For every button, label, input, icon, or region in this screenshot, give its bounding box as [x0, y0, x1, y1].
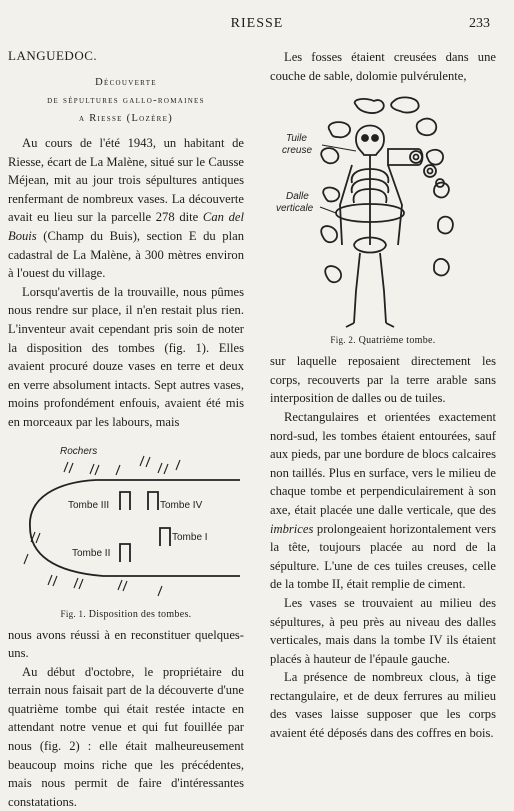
running-title: RIESSE [230, 16, 284, 31]
tomb-III-marker [120, 492, 130, 510]
label-dalle: Dalle [286, 191, 309, 203]
italic-text: Can del Bouis [8, 210, 244, 243]
rock-hatching [24, 456, 180, 596]
paragraph: Au début d'octobre, le propriétaire du terrain nous faisait part de la découverte d'une quatrième tombe qui était restée intacte en attendant notre venue et qui fut fouillée par nous (fig. 2) : elle était malheureusement beaucoup moins riche que les précédentes, mais nous permit de faire d'intéressantes constatations. [8, 664, 244, 809]
paragraph: La présence de nombreux clous, à tige rectangulaire, et de deux ferrures au milieu des vases laisse supposer que les corps avaient été déposés dans des coffres en bois. [270, 670, 496, 741]
label-rochers: Rochers [60, 445, 98, 457]
text-run: (Champ du Buis), section E du plan cadastral de La Malène, à 300 mètres environ à l'ouest du village. [8, 228, 244, 281]
tomb-layout-diagram [8, 442, 244, 607]
paragraph [8, 134, 244, 283]
leader-line [320, 207, 336, 213]
caption-prefix: Fig. 2. [330, 335, 356, 346]
skull-eye [362, 135, 368, 141]
tomb-II-marker [120, 544, 130, 562]
label-verticale: verticale [276, 203, 314, 215]
figure-1-caption [8, 609, 244, 620]
label-tombe-4: Tombe IV [160, 499, 203, 511]
paragraph: Les fosses étaient creusées dans une couche de sable, dolomie pulvérulente, [270, 50, 496, 83]
caption-prefix: Fig. 1. [60, 608, 86, 619]
paragraph: nous avons réussi à en reconstituer quelques-uns. [8, 627, 244, 661]
right-foot [386, 323, 394, 327]
figure-2 [270, 95, 496, 346]
label-tuile: Tuile [286, 133, 307, 145]
text-run: Au cours de l'été 1943, un habitant de Riesse, écart de La Malène, situé sur le Causse Méjean, mit au jour trois sépultures antiques renfermant de nombreux vases. La découverte avait eu lieu sur la parcelle 278 dite [8, 136, 244, 225]
paragraph: sur laquelle reposaient directement les corps, recouverts par la terre arable sans interposition de dalles ou de tuiles. [270, 354, 496, 406]
enclosure-outline [30, 480, 240, 576]
text-run: Rectangulaires et orientées exactement nord-sud, les tombes étaient entourées, sauf aux pieds, par une bordure de blocs calcaires non taillés. Plus en surface, vers le milieu de chaque tombe et perpendiculairement à son axe, était placée une dalle verticale, que des [270, 409, 496, 517]
tomb-I-marker [160, 528, 170, 546]
region-heading: LANGUEDOC. [8, 48, 98, 63]
text-run: prolongeaient horizontalement vers la tête, toujours placée au nord de la sépulture. L'une de ces tuiles creuses, celle de la tombe II, était remplie de ciment. [270, 521, 496, 592]
burial-drawing [270, 95, 496, 333]
paragraph [270, 408, 496, 594]
running-head [0, 16, 514, 36]
paragraph: Les vases se trouvaient au milieu des sépultures, à peu près au niveau des dalles verticales, mais dans la tombe IV ils étaient placés à hauteur de l'épaule gauche. [270, 595, 496, 666]
stone-border [321, 98, 453, 283]
left-leg [354, 253, 360, 323]
left-foot [346, 323, 354, 327]
italic-text: imbrices [270, 521, 314, 536]
label-tombe-1: Tombe I [172, 531, 208, 543]
caption-text: Disposition des tombes. [88, 608, 192, 620]
skull [356, 126, 384, 156]
paragraph: Lorsqu'avertis de la trouvaille, nous pûmes nous rendre sur place, il n'en restait plus rien. L'inventeur avait cependant pris soin de noter la disposition des tombes (fig. 1). Elles avaient procuré douze vases en terre et deux en verre absolument intacts. Sept autres vases, moins profondément enfouis, avaient été mis en morceaux par les labours, mais [8, 284, 244, 429]
page-number: 233 [469, 16, 490, 31]
right-leg [380, 253, 386, 323]
figure-2-caption [270, 335, 496, 346]
left-column [8, 48, 244, 811]
article-title-line: a Riesse (Lozère) [78, 113, 174, 124]
article-title [8, 74, 244, 128]
label-creuse: creuse [282, 145, 313, 157]
label-tombe-3: Tombe III [68, 499, 110, 511]
article-title-line: Découverte [95, 77, 157, 88]
skull-eye [372, 135, 378, 141]
label-tombe-2: Tombe II [72, 547, 111, 559]
right-column [270, 48, 496, 743]
tomb-IV-marker [148, 492, 158, 510]
article-title-line: de sépultures gallo-romaines [47, 95, 205, 106]
figure-1 [8, 442, 244, 620]
caption-text: Quatrième tombe. [358, 335, 436, 347]
